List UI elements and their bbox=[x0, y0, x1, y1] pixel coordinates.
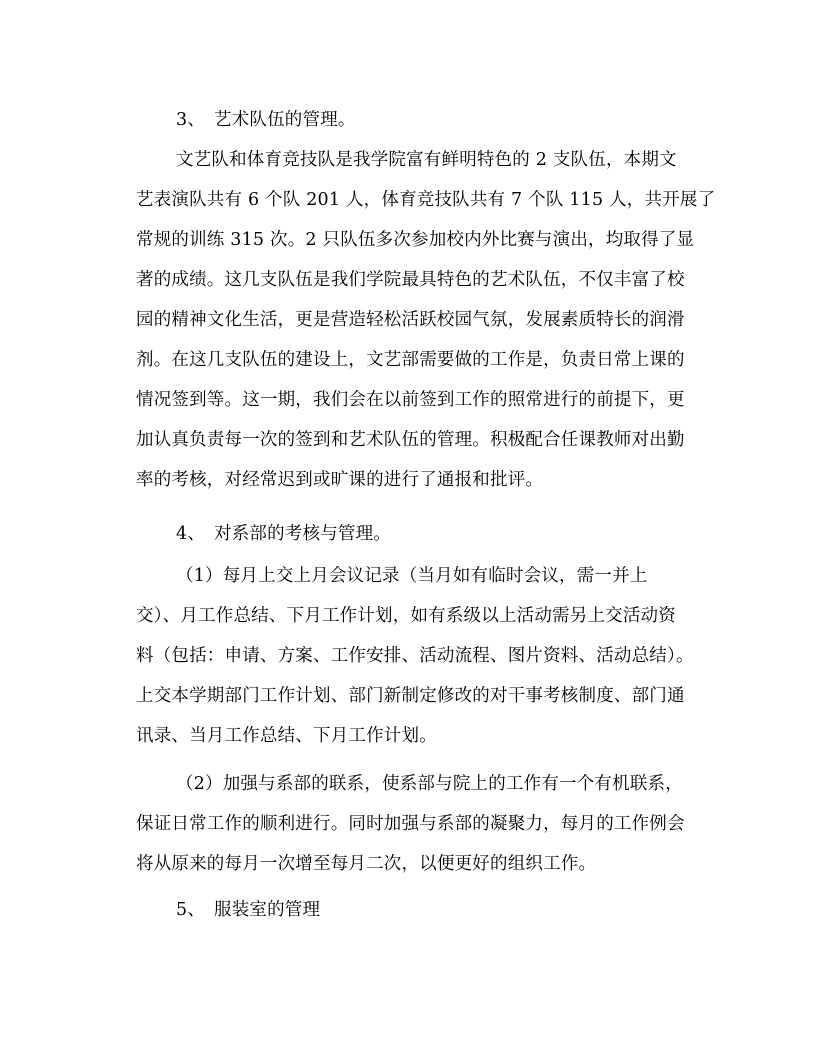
paragraph-line: 文艺队和体育竞技队是我学院富有鲜明特色的 2 支队伍，本期文 bbox=[176, 150, 677, 170]
paragraph-line: （2）加强与系部的联系，使系部与院上的工作有一个有机联系， bbox=[176, 774, 683, 794]
section-heading-5 bbox=[176, 902, 320, 920]
section-title: 艺术队伍的管理。 bbox=[214, 110, 356, 130]
paragraph-line: 常规的训练 315 次。2 只队伍多次参加校内外比赛与演出，均取得了显 bbox=[136, 230, 695, 250]
paragraph-line: 保证日常工作的顺利进行。同时加强与系部的凝聚力，每月的工作例会 bbox=[136, 814, 685, 834]
paragraph-line: 艺表演队共有 6 个队 201 人，体育竞技队共有 7 个队 115 人，共开展了 bbox=[136, 190, 716, 210]
paragraph-line: 将从原来的每月一次增至每月二次，以便更好的组织工作。 bbox=[136, 854, 597, 874]
paragraph-line: 著的成绩。这几支队伍是我们学院最具特色的艺术队伍，不仅丰富了校 bbox=[136, 270, 685, 290]
paragraph-line: （1）每月上交上月会议记录（当月如有临时会议，需一并上 bbox=[176, 566, 648, 586]
section-title: 对系部的考核与管理。 bbox=[214, 524, 391, 544]
paragraph-line: 园的精神文化生活，更是营造轻松活跃校园气氛，发展素质特长的润滑 bbox=[136, 310, 685, 330]
section-title: 服装室的管理 bbox=[214, 900, 321, 920]
paragraph-line: 交）、月工作总结、下月工作计划，如有系级以上活动需另上交活动资 bbox=[136, 606, 676, 626]
section-number: 4、 bbox=[176, 524, 206, 544]
section-heading-3 bbox=[176, 112, 356, 130]
paragraph-line: 剂。在这几支队伍的建设上，文艺部需要做的工作是，负责日常上课的 bbox=[136, 350, 685, 370]
paragraph-line: 加认真负责每一次的签到和艺术队伍的管理。积极配合任课教师对出勤 bbox=[136, 430, 685, 450]
section-number: 5、 bbox=[176, 900, 206, 920]
paragraph-line: 料（包括：申请、方案、工作安排、活动流程、图片资料、活动总结）。 bbox=[136, 646, 694, 666]
paragraph-line: 讯录、当月工作总结、下月工作计划。 bbox=[136, 726, 437, 746]
paragraph-line: 情况签到等。这一期，我们会在以前签到工作的照常进行的前提下，更 bbox=[136, 390, 685, 410]
paragraph-line: 率的考核，对经常迟到或旷课的进行了通报和批评。 bbox=[136, 470, 544, 490]
paragraph-line: 上交本学期部门工作计划、部门新制定修改的对干事考核制度、部门通 bbox=[136, 686, 685, 706]
section-number: 3、 bbox=[176, 110, 206, 130]
section-heading-4 bbox=[176, 526, 391, 544]
